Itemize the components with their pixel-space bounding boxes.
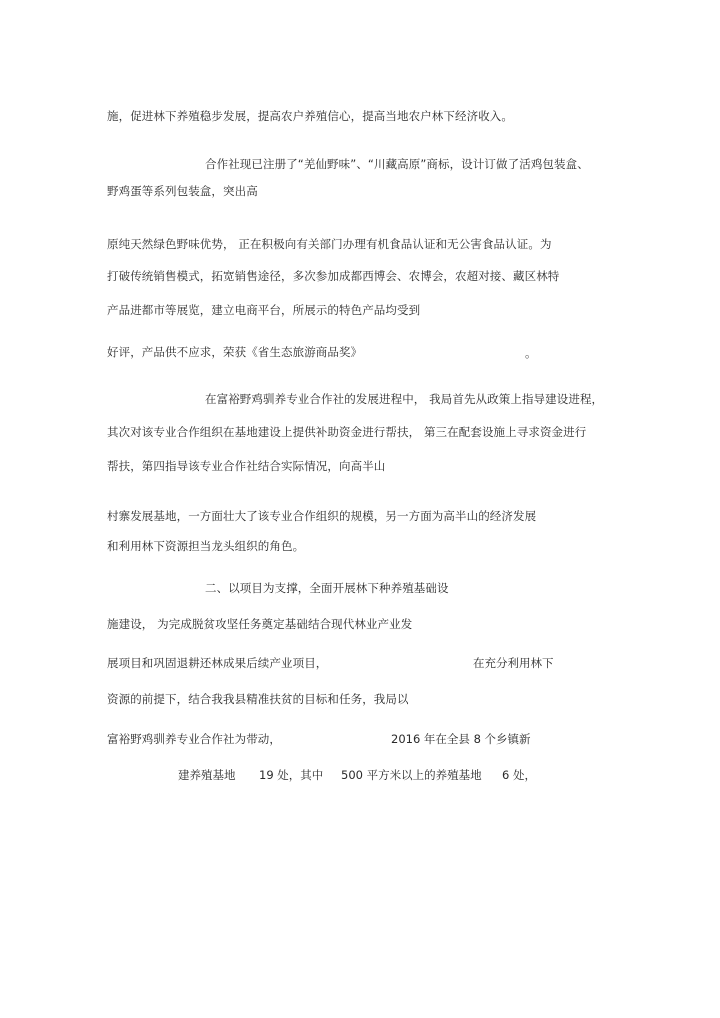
- section-heading: 二、以项目为支撑，全面开展林下种养殖基础设: [205, 581, 449, 595]
- paragraph-line-17-part-4: 6 处，: [502, 768, 536, 782]
- paragraph-line-9: 其次对该专业合作组织在基地建设上提供补助资金进行帮扶， 第三在配套设施上寻求资金进行: [107, 425, 587, 439]
- paragraph-line-6: 产品进都市等展览，建立电商平台，所展示的特色产品均受到: [107, 303, 421, 317]
- paragraph-line-13: 施建设， 为完成脱贫攻坚任务奠定基础结合现代林业产业发: [107, 617, 413, 631]
- paragraph-line-4: 原纯天然绿色野味优势， 正在积极向有关部门办理有机食品认证和无公害食品认证。为: [107, 237, 552, 251]
- paragraph-line-12: 和利用林下资源担当龙头组织的角色。: [107, 539, 305, 553]
- paragraph-line-1: 施，促进林下养殖稳步发展，提高农户养殖信心，提高当地农户林下经济收入。: [107, 109, 513, 123]
- paragraph-line-14: 展项目和巩固退耕还林成果后续产业项目，: [107, 656, 328, 670]
- paragraph-line-17-part-2: 19 处，其中: [259, 768, 324, 782]
- paragraph-line-3: 野鸡蛋等系列包装盒，突出高: [107, 184, 258, 198]
- paragraph-line-7: 好评，产品供不应求，荣获《省生态旅游商品奖》: [107, 345, 363, 359]
- paragraph-line-16: 富裕野鸡驯养专业合作社为带动，: [107, 732, 281, 746]
- paragraph-line-5: 打破传统销售模式，拓宽销售途径，多次参加成都西博会、农博会，农超对接、藏区林特: [107, 269, 560, 283]
- paragraph-line-14-tail: 在充分利用林下: [473, 656, 554, 670]
- paragraph-line-11: 村寨发展基地，一方面壮大了该专业合作组织的规模，另一方面为高半山的经济发展: [107, 509, 537, 523]
- trailing-period: 。: [525, 346, 537, 360]
- paragraph-line-8: 在富裕野鸡驯养专业合作社的发展进程中， 我局首先从政策上指导建设进程，: [205, 392, 604, 406]
- paragraph-line-16-tail: 2016 年在全县 8 个乡镇新: [391, 732, 531, 746]
- paragraph-line-10: 帮扶，第四指导该专业合作社结合实际情况，向高半山: [107, 459, 386, 473]
- paragraph-line-17-part-3: 500 平方米以上的养殖基地: [341, 768, 482, 782]
- paragraph-line-17-part-1: 建养殖基地: [178, 768, 236, 782]
- paragraph-line-15: 资源的前提下，结合我我县精准扶贫的目标和任务，我局以: [107, 692, 409, 706]
- paragraph-line-2: 合作社现已注册了“羌仙野味”、“川藏高原”商标，设计订做了活鸡包装盒、: [205, 157, 589, 171]
